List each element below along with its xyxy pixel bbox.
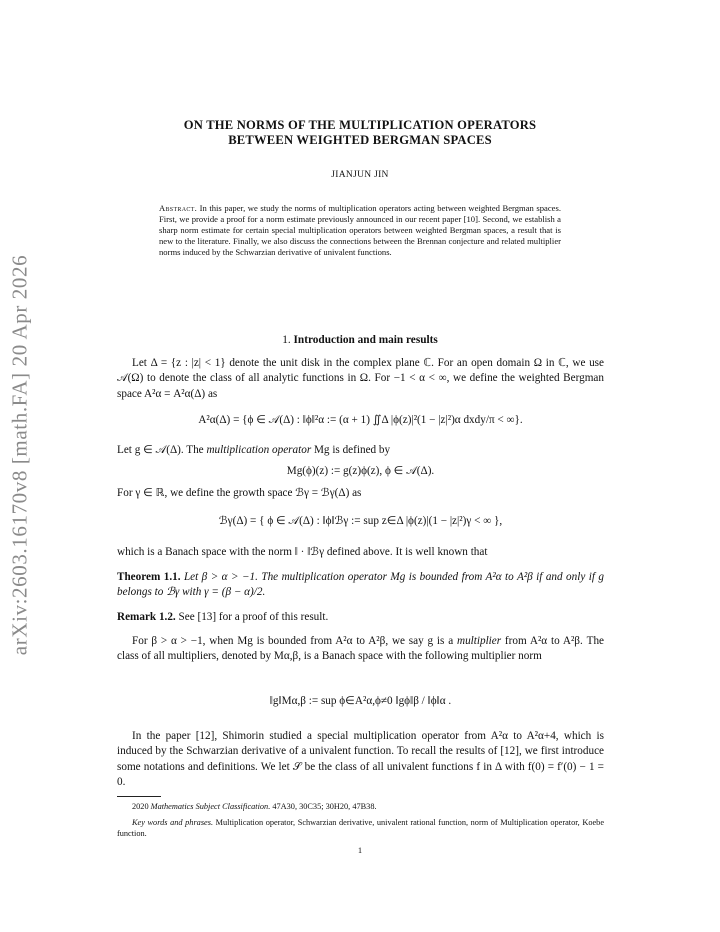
p2-text-start: Let g ∈ 𝒜(Δ). The [117, 444, 207, 456]
paragraph-shimorin: In the paper [12], Shimorin studied a special multiplication operator from A²α to A²α+4, which is induced by the Schwarzian derivative of a univalent function. To recall the results of [12], we first introduce some notations and definitions. We let 𝒮 be the class of all univalent functions f in Δ with f(0) = f′(0) − 1 = 0. [117, 730, 604, 788]
msc-year: 2020 [132, 802, 149, 811]
page-number: 1 [357, 845, 363, 855]
equation-growth-space: ℬγ(Δ) = { ϕ ∈ 𝒜(Δ) : ‖ϕ‖ℬγ := sup z∈Δ |ϕ(z)|(1 − |z|²)γ < ∞ }, [218, 515, 503, 527]
paragraph-banach-space: which is a Banach space with the norm ‖ · ‖ℬγ defined above. It is well known that [117, 546, 488, 558]
abstract [159, 203, 561, 258]
theorem-label: Theorem 1.1. [117, 571, 181, 583]
remark-1-2 [117, 610, 604, 625]
p5-text-end: from A²α to A²β. The class of all multipliers, denoted by Mα,β, is a Banach space with the following multiplier norm [117, 635, 604, 663]
p2-text-end: Mg is defined by [311, 444, 391, 456]
section-number: 1. [282, 334, 291, 346]
title-line-2: BETWEEN WEIGHTED BERGMAN SPACES [228, 132, 492, 147]
arxiv-identifier-stamp[interactable]: arXiv:2603.16170v8 [math.FA] 20 Apr 2026 [7, 254, 32, 656]
abstract-text: In this paper, we study the norms of multiplication operators acting between weighted Bergman spaces. First, we provide a proof for a norm estimate previously announced in our recent paper [10]. Second, we establish a sharp norm estimate for certain special multiplication operators between weighted Bergman spaces, a result that is new to the literature. Finally, we also discuss the connections between the Brennan conjecture and related multiplier norms induced by the Schwarzian derivative of univalent functions. [159, 203, 561, 258]
paragraph-multiplication-operator [117, 443, 604, 458]
paragraph-multiplier [117, 634, 604, 665]
equation-multiplier-norm: ‖g‖Mα,β := sup ϕ∈A²α,ϕ≠0 ‖gϕ‖β / ‖ϕ‖α . [269, 695, 452, 707]
title-line-1: ON THE NORMS OF THE MULTIPLICATION OPERATORS [183, 118, 537, 132]
p5-text-start: For β > α > −1, when Mg is bounded from A²α to A²β, we say g is a [132, 635, 457, 647]
paragraph-growth-space: For γ ∈ ℝ, we define the growth space ℬγ = ℬγ(Δ) as [117, 487, 362, 499]
section-title: Introduction and main results [293, 334, 438, 346]
remark-text: See [13] for a proof of this result. [178, 611, 329, 623]
footnote-keywords [117, 817, 604, 839]
theorem-text: Let β > α > −1. The multiplication operator Mg is bounded from A²α to A²β if and only if g belongs to ℬγ with γ = (β − α)/2. [117, 571, 604, 599]
paragraph-intro: Let Δ = {z : |z| < 1} denote the unit disk in the complex plane ℂ. For an open domain Ω in ℂ, we use 𝒜(Ω) to denote the class of all analytic functions in Ω. For −1 < α < ∞, we define the weighted Bergman space A²α = A²α(Δ) as [117, 357, 604, 400]
footnote-msc [117, 801, 604, 812]
theorem-1-1 [117, 570, 604, 601]
equation-bergman-space: A²α(Δ) = {ϕ ∈ 𝒜(Δ) : ‖ϕ‖²α := (α + 1) ∬Δ |ϕ(z)|²(1 − |z|²)α dxdy/π < ∞}. [198, 414, 523, 426]
abstract-label: Abstract. [159, 203, 198, 213]
term-multiplication-operator: multiplication operator [206, 444, 312, 456]
author-name: JIANJUN JIN [331, 170, 389, 180]
remark-label: Remark 1.2. [117, 611, 176, 623]
msc-label: Mathematics Subject Classification. [150, 802, 271, 811]
keywords-label: Key words and phrases. [132, 818, 214, 827]
keywords-text: Multiplication operator, Schwarzian derivative, univalent rational function, norm of Multiplication operator, Koebe function. [117, 818, 605, 839]
footnote-rule [117, 796, 161, 797]
equation-multiplication-operator: Mg(ϕ)(z) := g(z)ϕ(z), ϕ ∈ 𝒜(Δ). [286, 465, 435, 477]
paper-title [120, 118, 600, 147]
section-heading [120, 334, 600, 346]
msc-codes: 47A30, 30C35; 30H20, 47B38. [272, 802, 377, 811]
term-multiplier: multiplier [456, 635, 502, 647]
